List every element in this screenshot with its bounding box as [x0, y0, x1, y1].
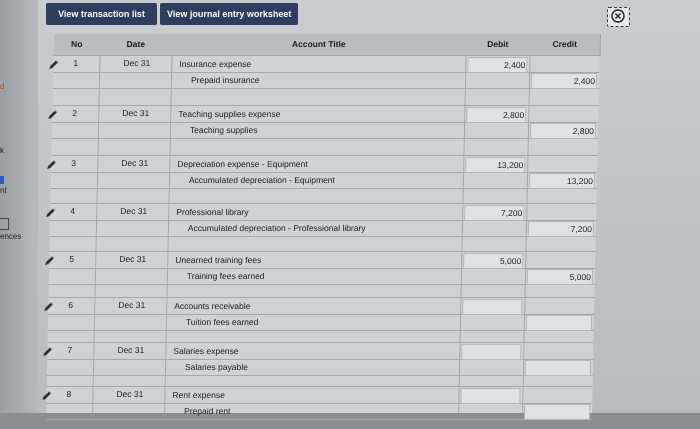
debit-amount: 13,200 [497, 160, 524, 170]
row-line [47, 375, 593, 376]
journal-entry-row [51, 105, 598, 155]
journal-entry-row [48, 251, 595, 297]
row-line [51, 188, 597, 189]
entry-date: Dec 31 [119, 254, 147, 264]
journal-table [46, 34, 600, 416]
credit-account-field[interactable]: Accumulated depreciation - Professional library [187, 223, 366, 233]
credit-amount: 5,000 [569, 272, 592, 282]
entry-number: 1 [73, 58, 79, 68]
edge-label-4[interactable]: ences [0, 232, 22, 241]
pencil-icon[interactable] [47, 59, 59, 71]
row-line [46, 419, 592, 420]
entry-date: Dec 31 [122, 108, 150, 118]
debit-amount: 7,200 [500, 208, 523, 218]
debit-amount: 2,800 [502, 110, 525, 120]
edge-label-1[interactable]: d [0, 82, 5, 91]
column-header-account-title: Account Title [172, 34, 467, 56]
entry-number: 4 [70, 206, 76, 216]
row-line [54, 55, 600, 56]
credit-amount: 13,200 [566, 176, 594, 186]
entry-number: 2 [72, 108, 78, 118]
credit-account-field[interactable]: Prepaid insurance [190, 75, 260, 85]
entry-number: 6 [68, 300, 74, 310]
debit-account-field[interactable]: Unearned training fees [175, 255, 262, 265]
credit-account-field[interactable]: Prepaid rent [183, 406, 231, 416]
entry-date: Dec 31 [120, 206, 148, 216]
column-header-date: Date [100, 34, 173, 56]
debit-account-field[interactable]: Rent expense [172, 390, 225, 400]
column-header-credit: Credit [530, 34, 601, 56]
view-journal-worksheet-button[interactable]: View journal entry worksheet [160, 3, 298, 25]
debit-input[interactable] [462, 299, 522, 315]
debit-account-field[interactable]: Teaching supplies expense [178, 109, 281, 119]
row-line [51, 155, 597, 156]
credit-amount: 2,400 [573, 76, 596, 86]
entry-date: Dec 31 [117, 345, 145, 355]
edge-marker [0, 176, 4, 184]
left-sidebar-edge [0, 0, 38, 413]
credit-account-field[interactable]: Salaries payable [184, 362, 248, 372]
debit-input[interactable] [460, 388, 520, 404]
row-line [48, 330, 594, 331]
pencil-icon[interactable] [41, 346, 53, 358]
debit-account-field[interactable]: Professional library [176, 207, 249, 217]
pencil-icon[interactable] [46, 109, 58, 121]
journal-entry-row [53, 55, 600, 105]
row-line [49, 284, 595, 285]
debit-amount: 5,000 [499, 256, 522, 266]
entry-number: 3 [71, 158, 77, 168]
credit-input[interactable] [524, 404, 590, 420]
credit-account-field[interactable]: Tuition fees earned [185, 317, 259, 327]
debit-account-field[interactable]: Insurance expense [179, 59, 252, 69]
row-line [50, 203, 596, 204]
entry-number: 7 [67, 345, 73, 355]
row-line [48, 342, 594, 343]
row-line [52, 105, 598, 106]
entry-date: Dec 31 [123, 58, 151, 68]
row-line [53, 88, 599, 89]
pencil-icon[interactable] [43, 255, 55, 267]
close-button[interactable] [607, 7, 630, 27]
close-circle-icon [611, 9, 625, 23]
journal-entry-row [46, 386, 593, 429]
credit-input[interactable] [525, 360, 591, 376]
entry-number: 8 [66, 389, 72, 399]
row-line [52, 138, 598, 139]
journal-entry-row [49, 203, 596, 251]
journal-entry-row [48, 297, 595, 342]
entry-date: Dec 31 [121, 158, 149, 168]
edge-box-icon [0, 218, 9, 230]
entry-date: Dec 31 [116, 389, 144, 399]
edge-label-2[interactable]: k [0, 146, 4, 155]
journal-entry-row [50, 155, 597, 203]
pencil-icon[interactable] [45, 159, 57, 171]
debit-account-field[interactable]: Accounts receivable [174, 301, 251, 311]
debit-account-field[interactable]: Depreciation expense - Equipment [177, 159, 308, 169]
credit-account-field[interactable]: Training fees earned [186, 271, 265, 281]
pencil-icon[interactable] [44, 207, 56, 219]
debit-amount: 2,400 [503, 60, 526, 70]
credit-input[interactable] [526, 315, 592, 331]
journal-entry-row [47, 342, 594, 386]
view-transaction-list-button[interactable]: View transaction list [46, 3, 157, 25]
credit-account-field[interactable]: Accumulated depreciation - Equipment [188, 175, 336, 185]
column-header-debit: Debit [466, 34, 531, 56]
debit-account-field[interactable]: Salaries expense [173, 346, 239, 356]
entry-number: 5 [69, 254, 75, 264]
credit-amount: 7,200 [570, 224, 593, 234]
row-line [48, 297, 594, 298]
column-header-no: No [54, 34, 101, 56]
row-line [50, 236, 596, 237]
pencil-icon[interactable] [42, 301, 54, 313]
entry-date: Dec 31 [118, 300, 146, 310]
debit-input[interactable] [461, 344, 521, 360]
row-line [49, 251, 595, 252]
row-line [47, 386, 593, 387]
credit-account-field[interactable]: Teaching supplies [189, 125, 258, 135]
credit-amount: 2,800 [572, 126, 595, 136]
pencil-icon[interactable] [40, 390, 52, 402]
edge-label-3[interactable]: nt [0, 186, 7, 195]
